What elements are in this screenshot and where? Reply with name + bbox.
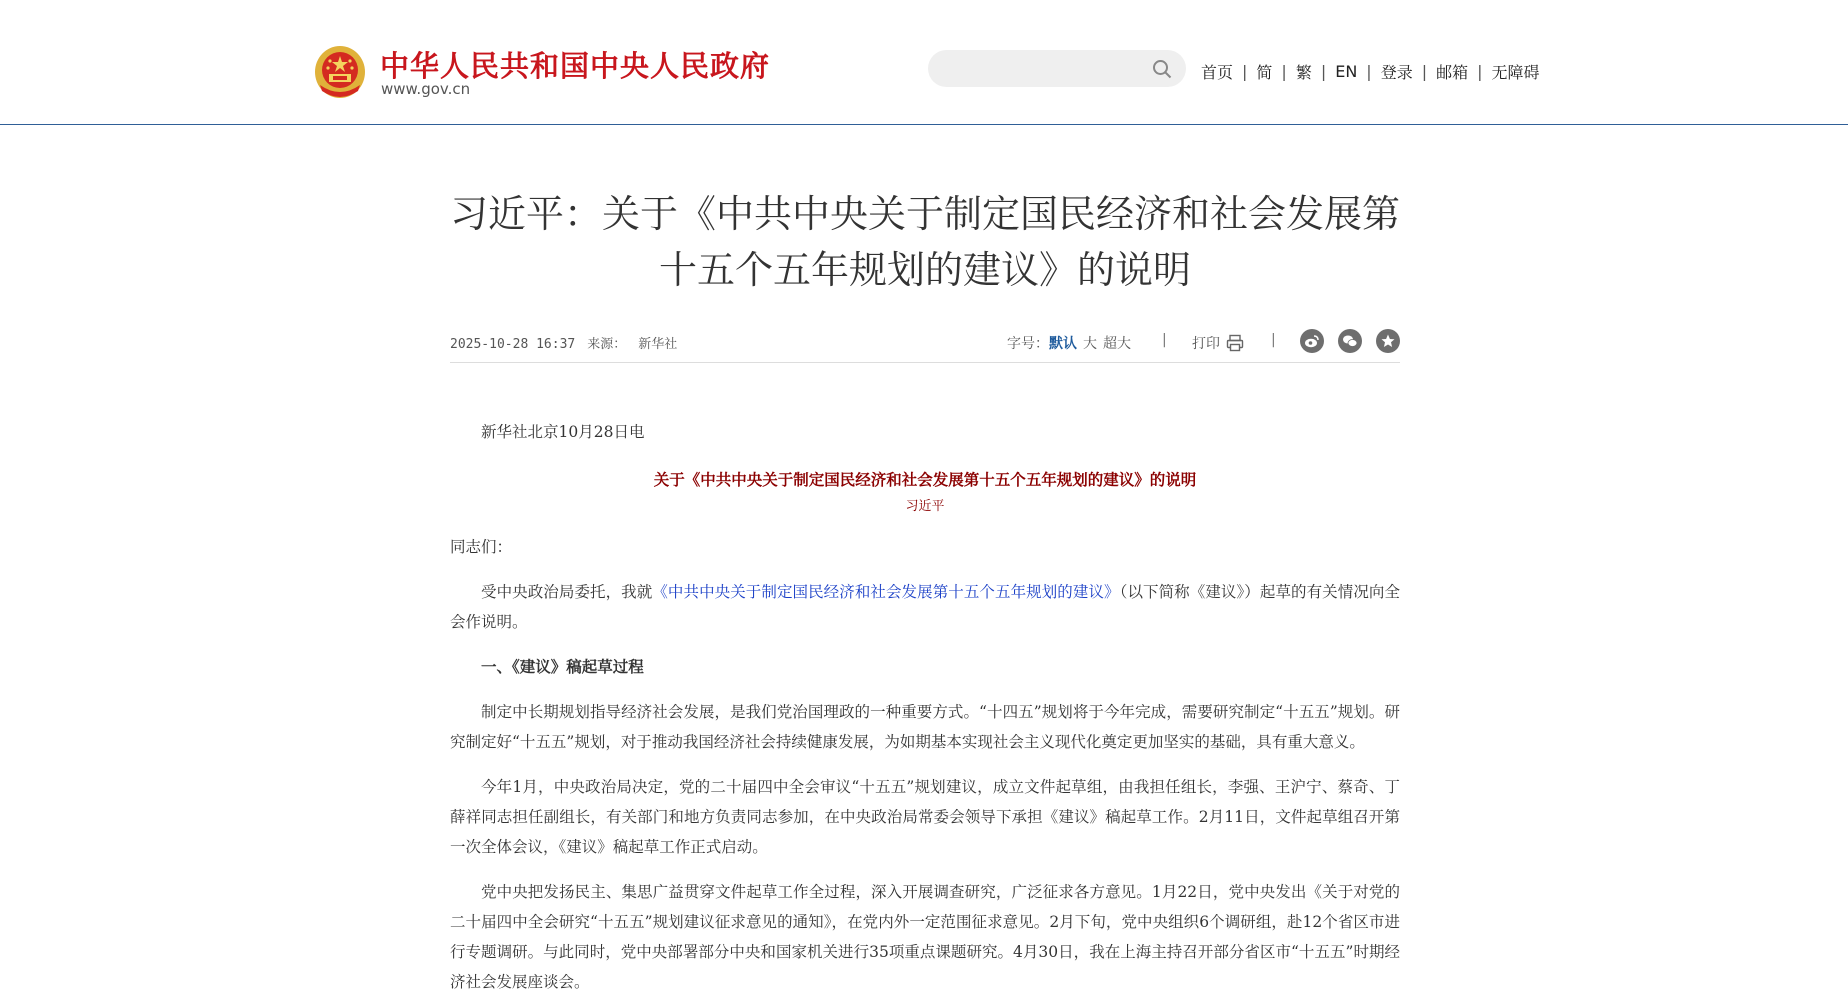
national-emblem-icon[interactable] [314, 45, 366, 99]
article-title-line1: 习近平：关于《中共中央关于制定国民经济和社会发展第 [450, 192, 1401, 236]
source-name: 新华社 [638, 337, 678, 352]
search-input[interactable] [944, 50, 1148, 89]
wechat-icon [1342, 333, 1358, 349]
document-author: 习近平 [905, 499, 945, 514]
search-box [928, 50, 1186, 87]
paragraph-4: 党中央把发扬民主、集思广益贯穿文件起草工作全过程，深入开展调查研究，广泛征求各方意见。1月22日，党中央发出《关于对党的二十届四中全会研究“十五五”规划建议征求意见的通知》，在党内外一定范围征求意见。2月下旬，党中央组织6个调研组，赴12个省区市进行专题调研。与此同时，党中央部署部分中央和国家机关进行35项重点课题研究。4月30日，我在上海主持召开部分省区市“十五五”时期经济社会发展座谈会。 [450, 883, 1400, 991]
font-size-large[interactable]: 大 [1083, 336, 1097, 352]
paragraph-1-text: 受中央政治局委托，我就 [481, 583, 653, 601]
paragraph-3: 今年1月，中央政治局决定，党的二十届四中全会审议“十五五”规划建议，成立文件起草组，由我担任组长，李强、王沪宁、蔡奇、丁薛祥同志担任副组长，有关部门和地方负责同志参加，在中央政治局常委会领导下承担《建议》稿起草工作。2月11日，文件起草组召开第一次全体会议，《建议》稿起草工作正式启动。 [450, 778, 1400, 856]
nav-mail[interactable]: 邮箱 [1436, 63, 1469, 82]
article-dateline: 新华社北京10月28日电 [481, 423, 645, 441]
favorite-share-icon[interactable] [1376, 329, 1400, 353]
weibo-icon [1304, 333, 1320, 349]
nav-accessibility[interactable]: 无障碍 [1491, 63, 1540, 82]
nav-home[interactable]: 首页 [1201, 63, 1234, 82]
weibo-share-icon[interactable] [1300, 329, 1324, 353]
print-button[interactable] [1192, 333, 1244, 353]
top-navigation [1201, 60, 1540, 83]
font-size-label: 字号： [1007, 336, 1049, 352]
font-size-xlarge[interactable]: 超大 [1103, 336, 1131, 352]
site-title[interactable]: 中华人民共和国中央人民政府 [380, 49, 771, 83]
search-icon[interactable] [1152, 59, 1172, 79]
document-title: 关于《中共中央关于制定国民经济和社会发展第十五个五年规划的建议》的说明 [653, 470, 1197, 489]
nav-simplified[interactable]: 简 [1256, 63, 1273, 82]
nav-separator: | [1320, 62, 1327, 81]
article-meta [450, 333, 689, 352]
paragraph-1 [450, 577, 1400, 637]
section-heading-1: 一、《建议》稿起草过程 [481, 657, 644, 676]
nav-separator: | [1281, 62, 1287, 81]
nav-separator: | [1421, 62, 1428, 81]
source-label: 来源： [587, 337, 627, 352]
printer-icon [1226, 334, 1244, 352]
site-header [0, 0, 1848, 125]
font-size-default[interactable]: 默认 [1049, 336, 1077, 352]
nav-separator: | [1366, 62, 1372, 81]
star-icon [1380, 333, 1396, 349]
nav-traditional[interactable]: 繁 [1295, 63, 1312, 82]
nav-english[interactable]: EN [1335, 62, 1358, 81]
greeting: 同志们： [450, 538, 513, 556]
paragraph-2: 制定中长期规划指导经济社会发展，是我们党治国理政的一种重要方式。“十四五”规划将于今年完成，需要研究制定“十五五”规划。研究制定好“十五五”规划，对于推动我国经济社会持续健康发展，为如期基本实现社会主义现代化奠定更加坚实的基础，具有重大意义。 [450, 703, 1400, 751]
nav-separator: | [1477, 62, 1483, 81]
article-title [450, 186, 1400, 298]
site-domain: www.gov.cn [381, 80, 471, 98]
article-body [450, 417, 1400, 997]
wechat-share-icon[interactable] [1338, 329, 1362, 353]
paragraph-1-tail: （以下简称《建议》）起草的有关情况向全会作说明。 [450, 583, 1400, 631]
article-meta-bar [450, 322, 1400, 363]
meta-divider: | [1271, 332, 1276, 348]
proposal-link[interactable]: 《中共中央关于制定国民经济和社会发展第十五个五年规划的建议》 [652, 583, 1120, 601]
nav-login[interactable]: 登录 [1380, 63, 1413, 82]
meta-divider: | [1162, 332, 1167, 348]
publish-date: 2025-10-28 16:37 [450, 337, 576, 352]
nav-separator: | [1242, 62, 1248, 81]
print-label: 打印 [1192, 336, 1220, 352]
article-container [450, 124, 1400, 997]
font-size-selector [1007, 333, 1131, 353]
article-title-line2: 十五个五年规划的建议》的说明 [658, 248, 1191, 292]
